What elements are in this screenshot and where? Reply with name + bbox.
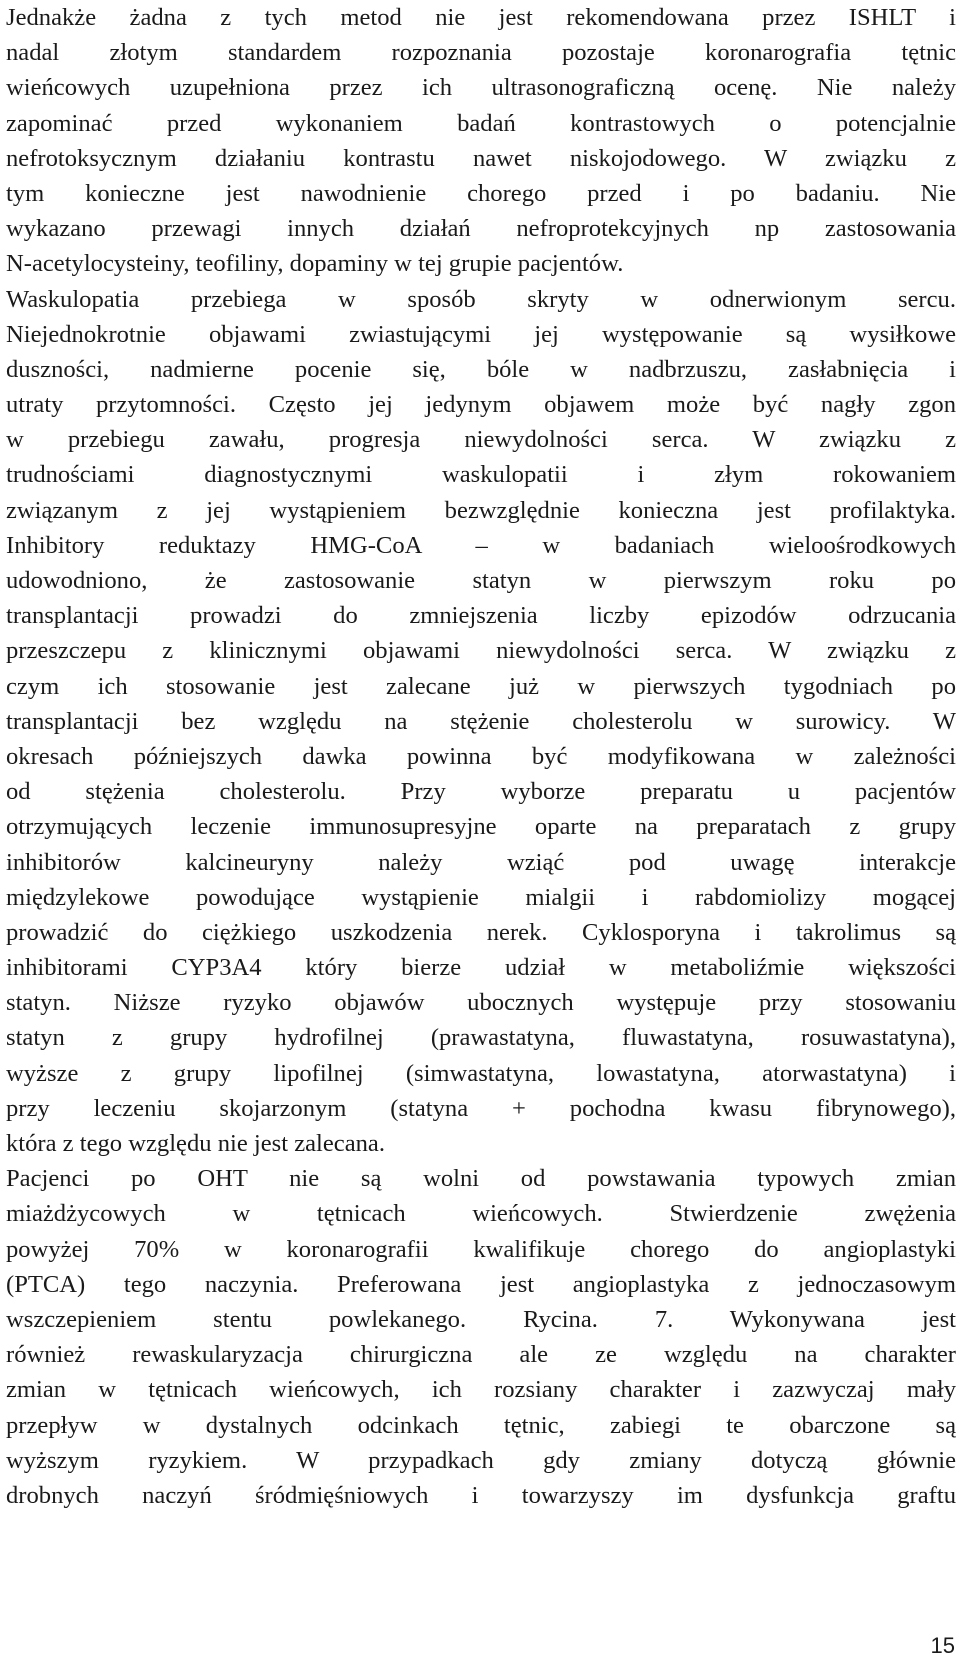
text-line: wyższym ryzykiem. W przypadkach gdy zmiany dotyczą głównie [6, 1446, 956, 1474]
text-line: inhibitorami CYP3A4 który bierze udział w metaboliźmie większości [6, 954, 956, 982]
text-line: powyżej 70% w koronarografii kwalifikuje chorego do angioplastyki [6, 1235, 956, 1263]
text-line: związanym z jej wystąpieniem bezwzględnie konieczna jest profilaktyka. [6, 496, 956, 524]
text-line: trudnościami diagnostycznymi waskulopatii i złym rokowaniem [6, 461, 956, 489]
document-body [6, 0, 956, 1513]
text-line: udowodniono, że zastosowanie statyn w pierwszym roku po [6, 567, 956, 594]
text-line: przy leczeniu skojarzonym (statyna + pochodna kwasu fibrynowego), [6, 1094, 956, 1122]
text-line: Waskulopatia przebiega w sposób skryty w odnerwionym sercu. [6, 285, 956, 313]
text-line: wszczepieniem stentu powlekanego. Rycina. 7. Wykonywana jest [6, 1305, 956, 1333]
text-line: Jednakże żadna z tych metod nie jest rekomendowana przez ISHLT i [6, 4, 956, 31]
text-line: statyn. Niższe ryzyko objawów ubocznych występuje przy stosowaniu [6, 989, 956, 1017]
text-line: okresach późniejszych dawka powinna być modyfikowana w zależności [6, 742, 956, 770]
text-line: międzylekowe powodujące wystąpienie mialgii i rabdomiolizy mogącej [6, 883, 956, 911]
text-line: (PTCA) tego naczynia. Preferowana jest angioplastyka z jednoczasowym [6, 1270, 956, 1298]
text-line: tym konieczne jest nawodnienie chorego przed i po badaniu. Nie [6, 179, 956, 207]
text-line: która z tego względu nie jest zalecana. [6, 1130, 385, 1157]
text-line: również rewaskularyzacja chirurgiczna ale ze względu na charakter [6, 1341, 956, 1369]
text-line: Inhibitory reduktazy HMG-CoA – w badaniach wieloośrodkowych [6, 531, 956, 559]
text-line: wyższe z grupy lipofilnej (simwastatyna, lowastatyna, atorwastatyna) i [6, 1059, 956, 1087]
text-line: wieńcowych uzupełniona przez ich ultrasonograficzną ocenę. Nie należy [6, 74, 956, 102]
text-line: czym ich stosowanie jest zalecane już w pierwszych tygodniach po [6, 672, 956, 700]
text-line: zapominać przed wykonaniem badań kontrastowych o potencjalnie [6, 109, 956, 137]
text-line: prowadzić do ciężkiego uszkodzenia nerek. Cyklosporyna i takrolimus są [6, 918, 956, 946]
page-number: 15 [930, 1633, 955, 1658]
text-line: miażdżycowych w tętnicach wieńcowych. Stwierdzenie zwężenia [6, 1200, 956, 1228]
text-line: nefrotoksycznym działaniu kontrastu nawet niskojodowego. W związku z [6, 144, 956, 172]
text-line: wykazano przewagi innych działań nefroprotekcyjnych np zastosowania [6, 215, 956, 243]
text-line: przepływ w dystalnych odcinkach tętnic, zabiegi te obarczone są [6, 1411, 956, 1439]
text-line: N-acetylocysteiny, teofiliny, dopaminy w tej grupie pacjentów. [6, 250, 624, 278]
text-line: przeszczepu z klinicznymi objawami niewydolności serca. W związku z [6, 637, 956, 665]
text-line: nadal złotym standardem rozpoznania pozostaje koronarografia tętnic [6, 39, 956, 67]
text-line: drobnych naczyń śródmięśniowych i towarzyszy im dysfunkcja graftu [6, 1481, 956, 1509]
text-line: zmian w tętnicach wieńcowych, ich rozsiany charakter i zazwyczaj mały [6, 1376, 956, 1404]
text-line: Pacjenci po OHT nie są wolni od powstawania typowych zmian [6, 1165, 956, 1193]
text-line: duszności, nadmierne pocenie się, bóle w nadbrzuszu, zasłabnięcia i [6, 355, 956, 383]
text-block [6, 0, 956, 1513]
text-line: w przebiegu zawału, progresja niewydolności serca. W związku z [6, 426, 956, 454]
text-line: transplantacji bez względu na stężenie cholesterolu w surowicy. W [6, 707, 956, 735]
text-line: od stężenia cholesterolu. Przy wyborze preparatu u pacjentów [6, 778, 956, 806]
text-line: utraty przytomności. Często jej jedynym objawem może być nagły zgon [6, 391, 956, 419]
text-line: Niejednokrotnie objawami zwiastującymi jej występowanie są wysiłkowe [6, 320, 956, 348]
text-line: otrzymujących leczenie immunosupresyjne oparte na preparatach z grupy [6, 813, 956, 841]
text-line: transplantacji prowadzi do zmniejszenia liczby epizodów odrzucania [6, 602, 956, 630]
text-line: inhibitorów kalcineuryny należy wziąć pod uwagę interakcje [6, 848, 956, 876]
text-line: statyn z grupy hydrofilnej (prawastatyna, fluwastatyna, rosuwastatyna), [6, 1024, 956, 1052]
